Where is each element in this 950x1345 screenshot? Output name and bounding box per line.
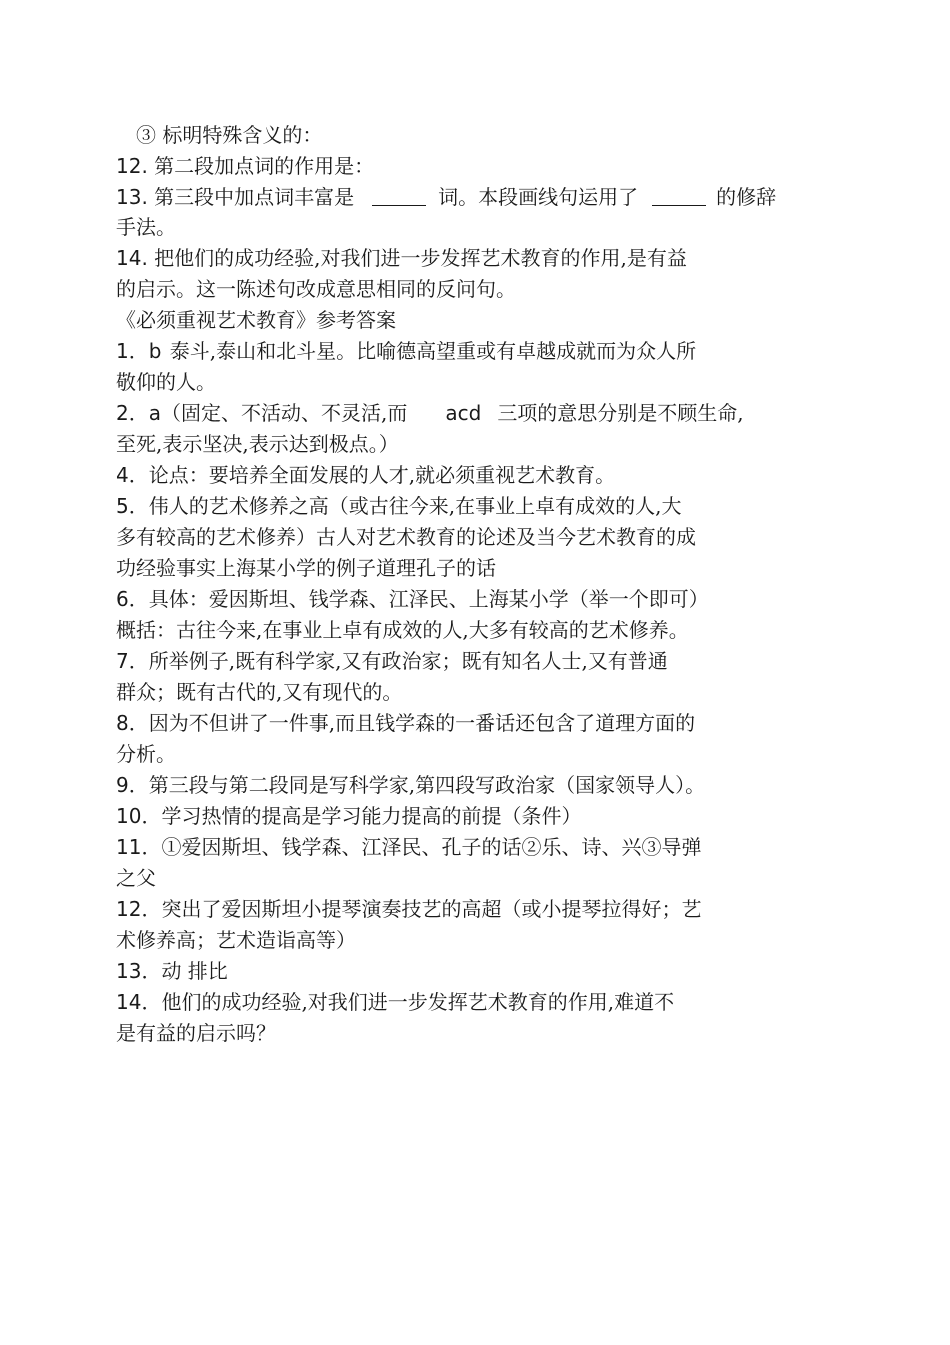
answer-9: 9．第三段与第二段同是写科学家,第四段写政治家（国家领导人）。 (116, 773, 706, 797)
question-14: 14. 把他们的成功经验,对我们进一步发挥艺术教育的作用,是有益 (116, 246, 687, 270)
answer-4: 4．论点：要培养全面发展的人才,就必须重视艺术教育。 (116, 463, 616, 487)
answer-2: 2．a（固定、不活动、不灵活,而 acd 三项的意思分别是不顾生命, (116, 401, 744, 425)
answer-1: 1．b 泰斗,泰山和北斗星。比喻德高望重或有卓越成就而为众人所 (116, 339, 697, 363)
answer-12-line-2: 术修养高；艺术造诣高等） (116, 928, 356, 952)
answer-14-line-2: 是有益的启示吗？ (116, 1021, 276, 1045)
answers-title: 《必须重视艺术教育》参考答案 (116, 308, 396, 332)
answer-6: 6．具体：爱因斯坦、钱学森、江泽民、上海某小学（举一个即可） (116, 587, 709, 611)
answer-blank-1 (372, 185, 426, 206)
answer-11: 11．①爱因斯坦、钱学森、江泽民、孔子的话②乐、诗、兴③导弹 (116, 835, 702, 859)
answer-7: 7．所举例子,既有科学家,又有政治家；既有知名人士,又有普通 (116, 649, 668, 673)
answer-8-line-2: 分析。 (116, 742, 176, 766)
answer-2-line-2: 至死,表示坚决,表示达到极点。） (116, 432, 399, 456)
answer-5-line-2: 多有较高的艺术修养）古人对艺术教育的论述及当今艺术教育的成 (116, 525, 696, 549)
question-13: 13. 第三段中加点词丰富是 词。本段画线句运用了 的修辞 (116, 185, 777, 209)
question-11-item-3: ③ 标明特殊含义的： (136, 123, 323, 147)
question-13-line-2: 手法。 (116, 215, 176, 239)
answer-8: 8．因为不但讲了一件事,而且钱学森的一番话还包含了道理方面的 (116, 711, 696, 735)
question-12: 12. 第二段加点词的作用是： (116, 154, 375, 178)
answer-blank-2 (652, 185, 706, 206)
answer-13: 13．动 排比 (116, 959, 228, 983)
answer-7-line-2: 群众；既有古代的,又有现代的。 (116, 680, 403, 704)
answer-5-line-3: 功经验事实上海某小学的例子道理孔子的话 (116, 556, 496, 580)
answer-10: 10．学习热情的提高是学习能力提高的前提（条件） (116, 804, 582, 828)
answer-12: 12．突出了爱因斯坦小提琴演奏技艺的高超（或小提琴拉得好；艺 (116, 897, 702, 921)
answer-1-line-2: 敬仰的人。 (116, 370, 216, 394)
answer-5: 5．伟人的艺术修养之高（或古往今来,在事业上卓有成效的人,大 (116, 494, 682, 518)
answer-6-line-2: 概括：古往今来,在事业上卓有成效的人,大多有较高的艺术修养。 (116, 618, 689, 642)
question-14-line-2: 的启示。这一陈述句改成意思相同的反问句。 (116, 277, 516, 301)
answer-14: 14．他们的成功经验,对我们进一步发挥艺术教育的作用,难道不 (116, 990, 675, 1014)
answer-11-line-2: 之父 (116, 866, 156, 890)
